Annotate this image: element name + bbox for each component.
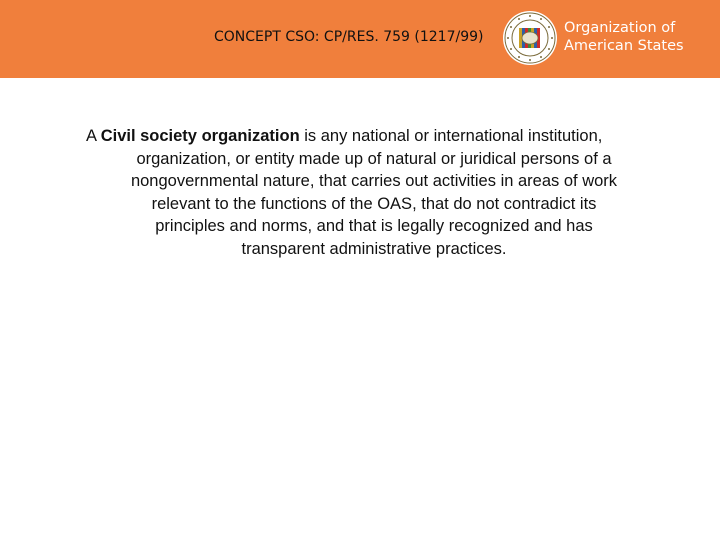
definition-line-1 bbox=[86, 125, 662, 148]
org-name-line-1: Organization of bbox=[564, 20, 676, 36]
definition-paragraph bbox=[86, 125, 662, 260]
oas-seal-icon bbox=[502, 10, 558, 66]
organization-name bbox=[564, 19, 684, 55]
org-name-line-2: American States bbox=[564, 38, 684, 54]
defined-term: Civil society organization bbox=[100, 127, 300, 145]
header-bar bbox=[0, 0, 720, 78]
definition-line-1-rest: is any national or international institution, bbox=[299, 127, 603, 145]
definition-line-5: principles and norms, and that is legally recognized and has bbox=[155, 217, 593, 235]
slide-title: CONCEPT CSO: CP/RES. 759 (1217/99) bbox=[214, 29, 484, 45]
definition-line-2: organization, or entity made up of natural or juridical persons of a bbox=[136, 149, 612, 168]
definition-line-6: transparent administrative practices. bbox=[241, 239, 507, 258]
definition-prefix: A bbox=[86, 127, 101, 145]
definition-line-4: relevant to the functions of the OAS, that do not contradict its bbox=[151, 194, 597, 213]
definition-line-3: nongovernmental nature, that carries out activities in areas of work bbox=[130, 172, 618, 190]
